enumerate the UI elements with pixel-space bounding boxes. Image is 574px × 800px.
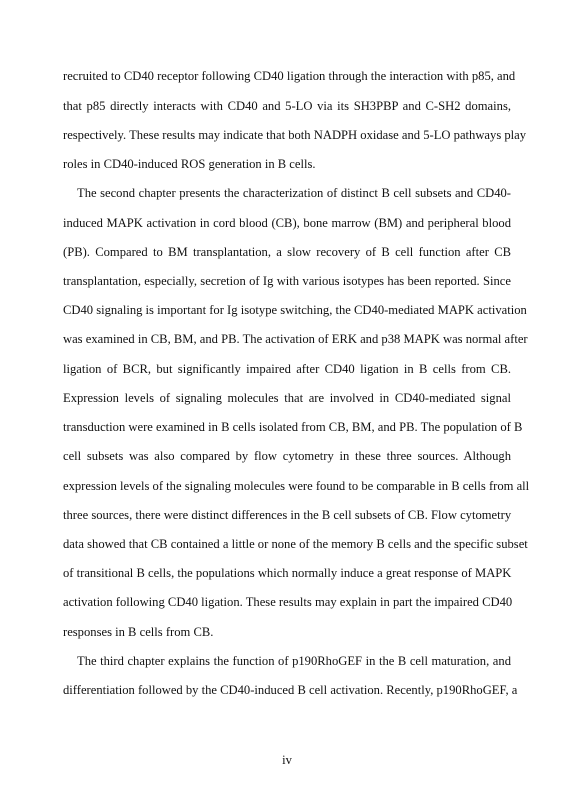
paragraph-3-line-1: The third chapter explains the function of p190RhoGEF in the B cell maturation, and xyxy=(77,654,511,668)
paragraph-2-line-16: responses in B cells from CB. xyxy=(63,625,214,639)
paragraph-2-line-15: activation following CD40 ligation. These results may explain in part the impaired CD40 xyxy=(63,595,513,609)
paragraph-2-line-6: was examined in CB, BM, and PB. The activation of ERK and p38 MAPK was normal after xyxy=(63,332,528,346)
paragraph-2-line-3: (PB). Compared to BM transplantation, a slow recovery of B cell function after CB xyxy=(63,245,511,259)
paragraph-1-line-3: respectively. These results may indicate that both NADPH oxidase and 5-LO pathways play xyxy=(63,128,527,142)
paragraph-2-line-12: three sources, there were distinct differences in the B cell subsets of CB. Flow cytometry xyxy=(63,508,512,522)
paragraph-2-line-1: The second chapter presents the characterization of distinct B cell subsets and CD40- xyxy=(77,186,511,200)
paragraph-2-line-13: data showed that CB contained a little or none of the memory B cells and the specific subset xyxy=(63,537,528,551)
paragraph-2-line-4: transplantation, especially, secretion of Ig with various isotypes has been reported. Since xyxy=(63,274,511,288)
paragraph-2-line-7: ligation of BCR, but significantly impaired after CD40 ligation in B cells from CB. xyxy=(63,362,511,376)
paragraph-2-line-8: Expression levels of signaling molecules that are involved in CD40-mediated signal xyxy=(63,391,511,405)
paragraph-2-line-2: induced MAPK activation in cord blood (CB), bone marrow (BM) and peripheral blood xyxy=(63,216,511,230)
paragraph-3-line-2: differentiation followed by the CD40-induced B cell activation. Recently, p190RhoGEF, a xyxy=(63,683,518,697)
paragraph-1-line-2: that p85 directly interacts with CD40 and 5-LO via its SH3PBP and C-SH2 domains, xyxy=(63,99,511,113)
paragraph-1-line-1: recruited to CD40 receptor following CD40 ligation through the interaction with p85, and xyxy=(63,69,516,83)
paragraph-2-line-9: transduction were examined in B cells isolated from CB, BM, and PB. The population of B xyxy=(63,420,523,434)
paragraph-2-line-14: of transitional B cells, the populations which normally induce a great response of MAPK xyxy=(63,566,512,580)
paragraph-1-line-4: roles in CD40-induced ROS generation in B cells. xyxy=(63,157,316,171)
paragraph-2-line-11: expression levels of the signaling molecules were found to be comparable in B cells from all xyxy=(63,479,530,493)
paragraph-2-line-5: CD40 signaling is important for Ig isotype switching, the CD40-mediated MAPK activation xyxy=(63,303,527,317)
page-number: iv xyxy=(282,753,292,767)
paragraph-2-line-10: cell subsets was also compared by flow cytometry in these three sources. Although xyxy=(63,449,511,463)
